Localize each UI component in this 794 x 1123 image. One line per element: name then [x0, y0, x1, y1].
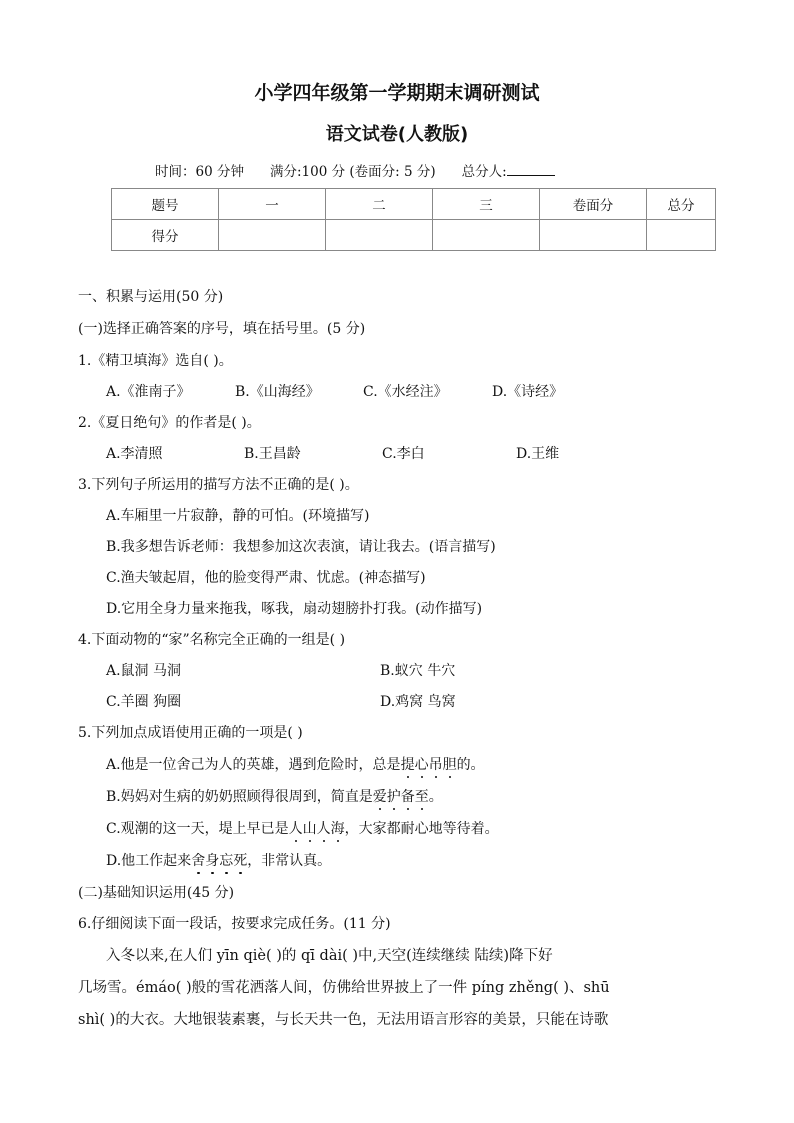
- q5-option-text: 。: [428, 789, 443, 805]
- scorer-blank[interactable]: [507, 163, 555, 176]
- q4-option-a: A.鼠洞 马洞: [106, 663, 182, 679]
- question-6: 6.仔细阅读下面一段话，按要求完成任务。(11 分): [78, 916, 391, 932]
- q1-option-d: D.《诗经》: [492, 384, 564, 400]
- question-2: 2.《夏日绝句》的作者是( )。: [78, 415, 261, 431]
- q2-option-b: B.王昌龄: [244, 446, 301, 462]
- dotted-idiom: [289, 821, 345, 837]
- exam-title: 小学四年级第一学期期末调研测试: [254, 82, 540, 104]
- score-header-cell: 三: [433, 189, 540, 220]
- score-row-label: 得分: [112, 220, 219, 251]
- score-table-header-row: [112, 189, 716, 220]
- score-header-cell: 题号: [112, 189, 219, 220]
- q5-option-text: D.他工作起来: [106, 853, 192, 869]
- q5-option-a: [106, 754, 485, 774]
- q2-option-c: C.李白: [382, 446, 425, 462]
- score-header-cell: 一: [219, 189, 326, 220]
- emphasis-char: 海: [330, 821, 345, 837]
- score-cell[interactable]: [540, 220, 647, 251]
- emphasis-char: 至: [414, 789, 429, 805]
- score-cell[interactable]: [219, 220, 326, 251]
- emphasis-char: 提: [400, 757, 415, 773]
- emphasis-char: 人: [316, 821, 331, 837]
- dotted-idiom: [373, 789, 429, 805]
- passage-line: 入冬以来,在人们 yīn qiè( )的 qī dài( )中,天空(连续继续 陆续)降下好: [106, 948, 553, 964]
- emphasis-char: 人: [288, 821, 303, 837]
- part-title: (一)选择正确答案的序号，填在括号里。(5 分): [78, 321, 366, 337]
- question-3: 3.下列句子所运用的描写方法不正确的是( )。: [78, 477, 359, 493]
- full-score-label: 满分:100 分 (卷面分: 5 分): [269, 164, 436, 180]
- q1-option-b: B.《山海经》: [235, 384, 320, 400]
- passage-line: 几场雪。émáo( )般的雪花洒落人间，仿佛给世界披上了一件 píng zhěng( )、shū: [78, 980, 610, 996]
- score-cell[interactable]: [326, 220, 433, 251]
- q3-option-c: C.渔夫皱起眉，他的脸变得严肃、忧虑。(神态描写): [106, 570, 426, 586]
- passage-line: shì( )的大衣。大地银装素裹，与长天共一色，无法用语言形容的美景，只能在诗歌: [78, 1012, 609, 1028]
- emphasis-char: 吊: [428, 757, 443, 773]
- q5-option-text: ，大家都耐心地等待着。: [344, 821, 499, 837]
- q3-option-a: A.车厢里一片寂静，静的可怕。(环境描写): [106, 508, 370, 524]
- q4-option-c: C.羊圈 狗圈: [106, 694, 182, 710]
- question-4: 4.下面动物的“家”名称完全正确的一组是( ): [78, 632, 346, 648]
- score-cell[interactable]: [647, 220, 716, 251]
- q1-option-c: C.《水经注》: [363, 384, 448, 400]
- q5-option-b: [106, 786, 443, 806]
- q5-option-text: C.观潮的这一天，堤上早已是: [106, 821, 289, 837]
- q1-option-a: A.《淮南子》: [106, 384, 191, 400]
- q5-option-text: ，非常认真。: [247, 853, 332, 869]
- part-title: (二)基础知识运用(45 分): [78, 885, 235, 901]
- time-label: 时间：60 分钟: [155, 164, 244, 180]
- q4-option-b: B.蚁穴 牛穴: [380, 663, 456, 679]
- exam-meta: [155, 160, 581, 180]
- emphasis-char: 护: [386, 789, 401, 805]
- dotted-idiom: [191, 853, 247, 869]
- q2-option-a: A.李清照: [106, 446, 163, 462]
- score-header-cell: 卷面分: [540, 189, 647, 220]
- question-5: 5.下列加点成语使用正确的一项是( ): [78, 725, 303, 741]
- section-title: 一、积累与运用(50 分): [78, 289, 224, 305]
- q5-option-d: [106, 850, 331, 870]
- score-header-cell: 二: [326, 189, 433, 220]
- q3-option-d: D.它用全身力量来拖我，啄我，扇动翅膀扑打我。(动作描写): [106, 601, 483, 617]
- emphasis-char: 胆: [442, 757, 457, 773]
- emphasis-char: 舍: [191, 853, 206, 869]
- q3-option-b: B.我多想告诉老师：我想参加这次表演，请让我去。(语言描写): [106, 539, 496, 555]
- q5-option-text: B.妈妈对生病的奶奶照顾得很周到，简直是: [106, 789, 373, 805]
- emphasis-char: 爱: [372, 789, 387, 805]
- q5-option-text: 的。: [456, 757, 485, 773]
- exam-subtitle: 语文试卷(人教版): [325, 124, 469, 145]
- emphasis-char: 心: [414, 757, 429, 773]
- q2-option-d: D.王维: [516, 446, 560, 462]
- score-cell[interactable]: [433, 220, 540, 251]
- dotted-idiom: [401, 757, 457, 773]
- score-table: [111, 188, 716, 251]
- emphasis-char: 忘: [219, 853, 234, 869]
- emphasis-char: 山: [302, 821, 317, 837]
- emphasis-char: 备: [400, 789, 415, 805]
- emphasis-char: 身: [205, 853, 220, 869]
- scorer-label: 总分人:: [461, 164, 507, 180]
- score-table-row: [112, 220, 716, 251]
- q5-option-c: [106, 818, 499, 838]
- score-header-cell: 总分: [647, 189, 716, 220]
- q5-option-text: A.他是一位舍己为人的英雄，遇到危险时，总是: [106, 757, 401, 773]
- q4-option-d: D.鸡窝 鸟窝: [380, 694, 456, 710]
- emphasis-char: 死: [233, 853, 248, 869]
- question-1: 1.《精卫填海》选自( )。: [78, 353, 233, 369]
